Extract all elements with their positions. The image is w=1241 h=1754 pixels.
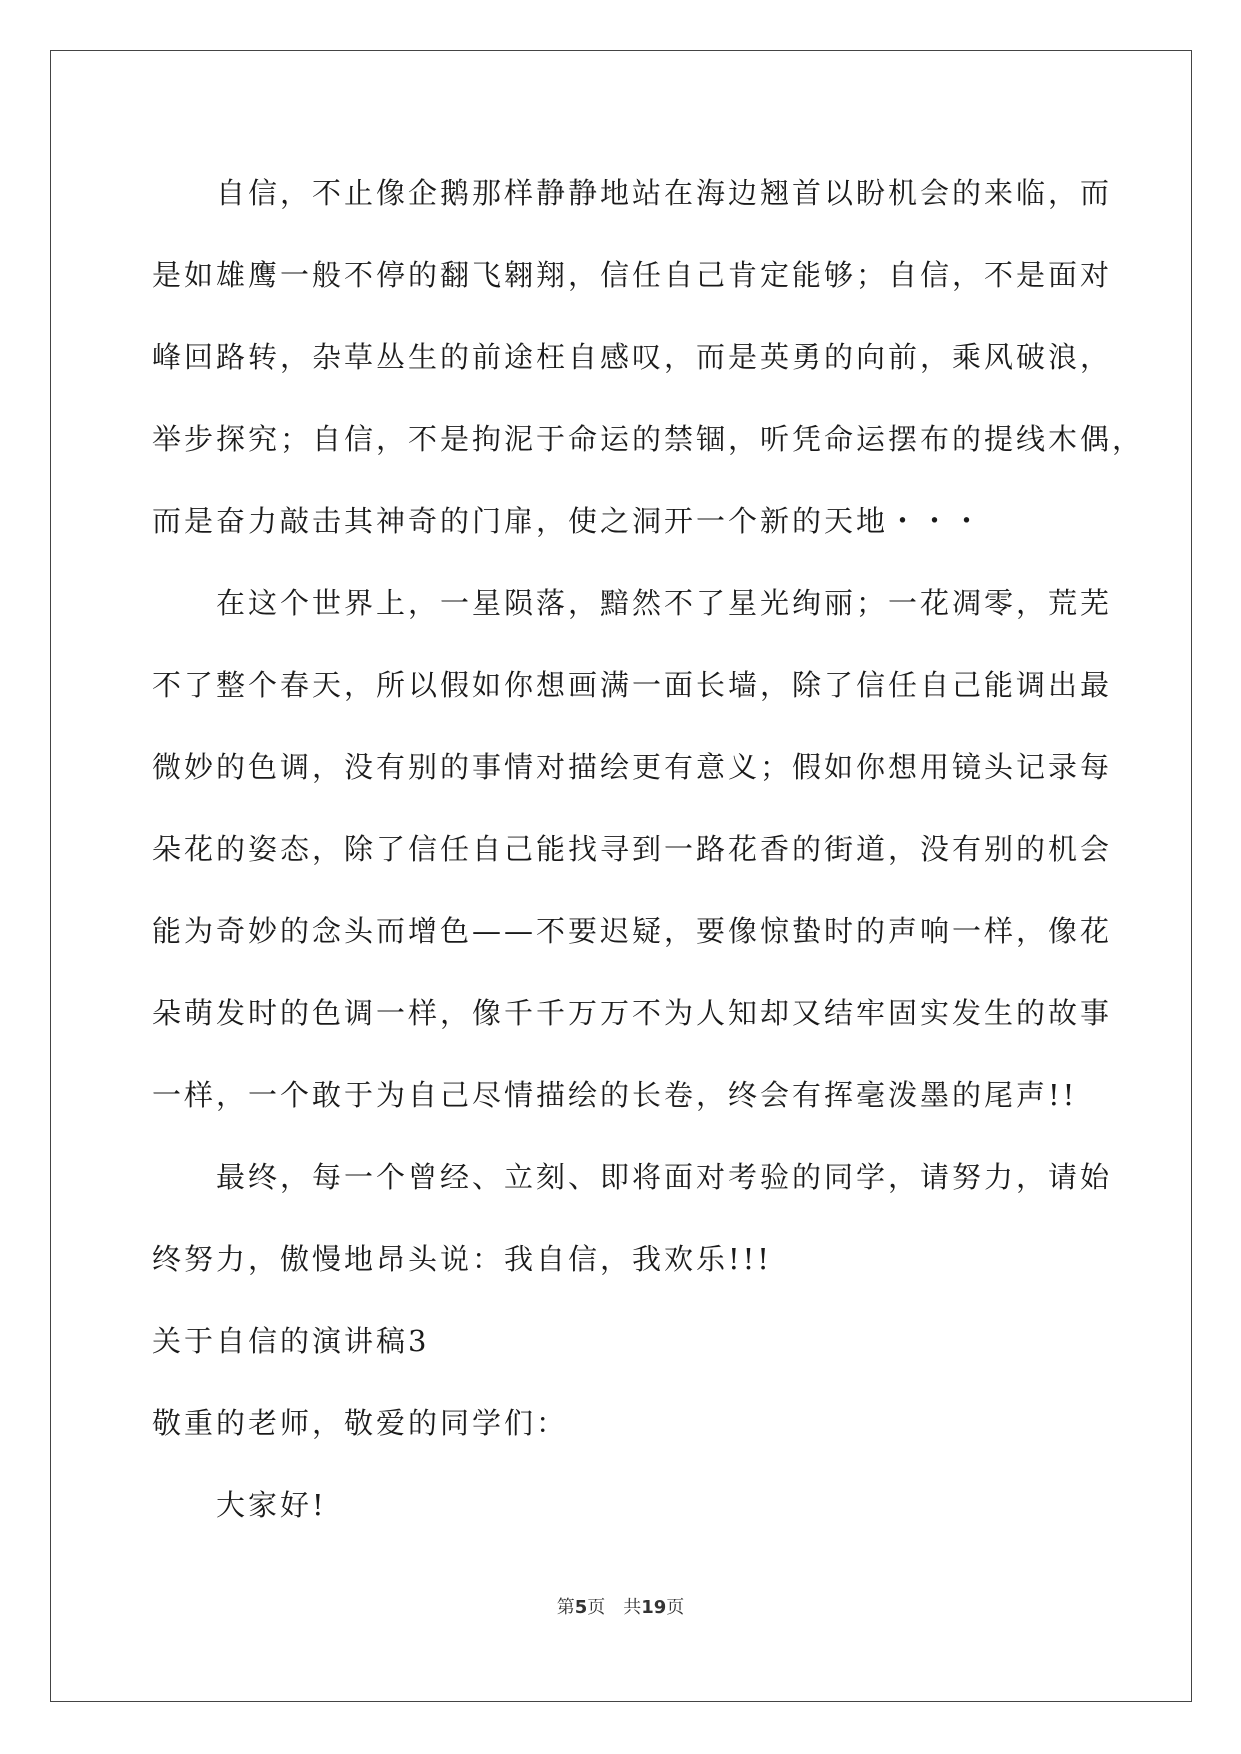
paragraph-line: 朵萌发时的色调一样，像千千万万不为人知却又结牢固实发生的故事 xyxy=(152,996,1113,1030)
paragraph-line: 微妙的色调，没有别的事情对描绘更有意义；假如你想用镜头记录每 xyxy=(152,750,1113,784)
total-page-count: 19 xyxy=(641,1597,667,1618)
footer-suffix: 页 xyxy=(666,1597,685,1618)
paragraph-line: 而是奋力敲击其神奇的门扉，使之洞开一个新的天地・・・ xyxy=(152,504,985,538)
section-heading: 关于自信的演讲稿3 xyxy=(152,1324,430,1358)
footer-middle: 页 共 xyxy=(587,1597,642,1618)
document-body xyxy=(152,152,1145,1546)
paragraph-line: 在这个世界上，一星陨落，黯然不了星光绚丽；一花凋零，荒芜 xyxy=(152,586,1113,620)
greeting: 大家好! xyxy=(152,1488,327,1522)
page-footer xyxy=(0,1593,1241,1619)
paragraph-line: 不了整个春天，所以假如你想画满一面长墙，除了信任自己能调出最 xyxy=(152,668,1113,702)
paragraph-line: 能为奇妙的念头而增色——不要迟疑，要像惊蛰时的声响一样，像花 xyxy=(152,914,1113,948)
footer-prefix: 第 xyxy=(556,1597,575,1618)
paragraph-line: 一样，一个敢于为自己尽情描绘的长卷，终会有挥毫泼墨的尾声!! xyxy=(152,1078,1078,1112)
salutation: 敬重的老师，敬爱的同学们： xyxy=(152,1406,569,1440)
paragraph-line: 最终，每一个曾经、立刻、即将面对考验的同学，请努力，请始 xyxy=(152,1160,1113,1194)
current-page-number: 5 xyxy=(574,1597,588,1618)
paragraph-line: 峰回路转，杂草丛生的前途枉自感叹，而是英勇的向前，乘风破浪， xyxy=(152,340,1113,374)
paragraph-line: 是如雄鹰一般不停的翻飞翱翔，信任自己肯定能够；自信，不是面对 xyxy=(152,258,1113,292)
paragraph-line: 自信，不止像企鹅那样静静地站在海边翘首以盼机会的来临，而 xyxy=(152,176,1113,210)
paragraph-line: 终努力，傲慢地昂头说：我自信，我欢乐!!! xyxy=(152,1242,772,1276)
paragraph-line: 朵花的姿态，除了信任自己能找寻到一路花香的街道，没有别的机会 xyxy=(152,832,1113,866)
paragraph-line: 举步探究；自信，不是拘泥于命运的禁锢，听凭命运摆布的提线木偶， xyxy=(152,422,1145,456)
